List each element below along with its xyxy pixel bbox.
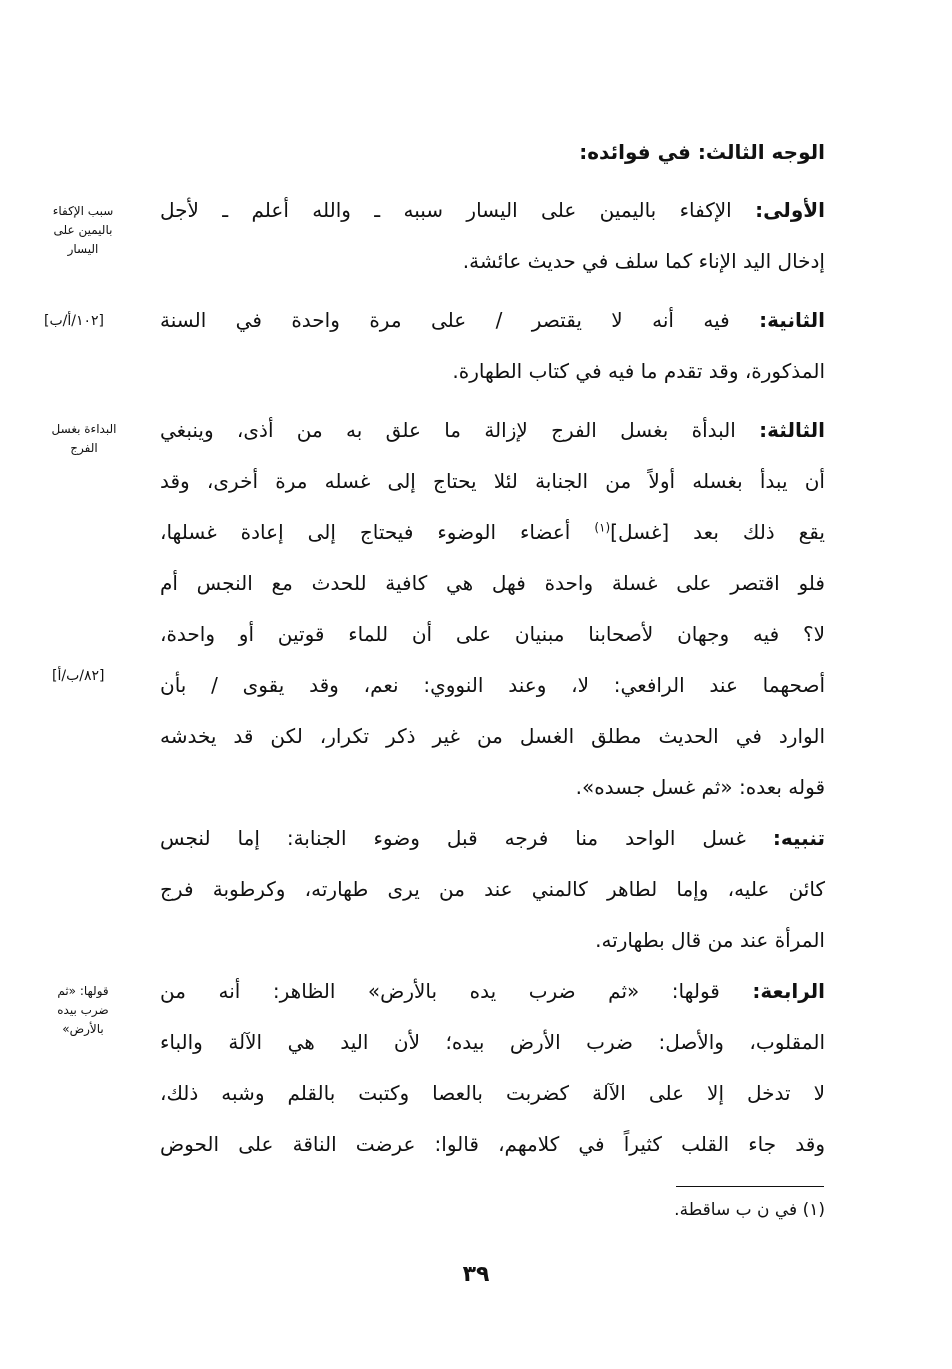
paragraph-line: فلو اقتصر على غسلة واحدة فهل هي كافية للحدث مع النجس أم bbox=[160, 571, 825, 595]
paragraph-line: المرأة عند من قال بطهارته. bbox=[595, 928, 825, 952]
paragraph-lead: الثالثة: bbox=[759, 418, 825, 442]
margin-note: قولها: «ثم ضرب بيده بالأرض» bbox=[57, 984, 109, 1036]
section-heading bbox=[160, 127, 825, 178]
paragraph-note bbox=[160, 813, 825, 966]
paragraph-line: الثالثة: البدأة بغسل الفرج لإزالة ما علق به من أذى، وينبغي bbox=[160, 418, 825, 442]
paragraph-line: الثانية: فيه أنه لا يقتصر / على مرة واحدة في السنة bbox=[160, 308, 826, 332]
margin-note: سبب الإكفاء باليمين على اليسار bbox=[52, 204, 114, 256]
paragraph-first bbox=[160, 185, 825, 287]
paragraph-lead: تنبيه: bbox=[772, 826, 826, 850]
paragraph-lead: الأولى: bbox=[755, 198, 825, 222]
paragraph-line: أصحهما عند الرافعي: لا، وعند النووي: نعم، وقد يقوى / بأن bbox=[160, 673, 825, 697]
paragraph-line: وقد جاء القلب كثيراً في كلامهم، قالوا: عرضت الناقة على الحوض bbox=[160, 1132, 825, 1156]
paragraph-line: أن يبدأ بغسله أولاً من الجنابة لئلا يحتاج إلى غسله مرة أخرى، وقد bbox=[160, 469, 825, 493]
paragraph-line: تنبيه: غسل الواحد منا فرجه قبل وضوء الجنابة: إما لنجس bbox=[160, 826, 826, 850]
paragraph-fourth bbox=[160, 966, 825, 1170]
paragraph-lead: الثانية: bbox=[759, 308, 826, 332]
page-number: ٣٩ bbox=[462, 1262, 490, 1287]
paragraph-line: إدخال اليد الإناء كما سلف في حديث عائشة. bbox=[462, 249, 825, 273]
paragraph-line: المقلوب، والأصل: ضرب الأرض بيده؛ لأن اليد هي الآلة والباء bbox=[160, 1030, 825, 1054]
paragraph-line: الأولى: الإكفاء باليمين على اليسار سببه ـ والله أعلم ـ لأجل bbox=[160, 198, 825, 222]
paragraph-third bbox=[160, 405, 825, 813]
paragraph-line: الرابعة: قولها: «ثم ضرب يده بالأرض» الظاهر: أنه من bbox=[160, 979, 825, 1003]
paragraph-line: لا تدخل إلا على الآلة كضربت بالعصا وكتبت بالقلم وشبه ذلك، bbox=[160, 1081, 825, 1105]
margin-note: البداءة بغسل الفرج bbox=[51, 422, 117, 455]
manuscript-reference: [٨٢/ب/أ] bbox=[52, 668, 105, 684]
paragraph-line: قوله بعده: «ثم غسل جسده». bbox=[575, 775, 825, 799]
paragraph-line: يقع ذلك بعد [غسل]$^{(١)}$ أعضاء الوضوء فيحتاج إلى إعادة غسلها، bbox=[160, 520, 825, 544]
paragraph-line: كائن عليه، وإما لطاهر كالمني عند من يرى طهارته، وكرطوبة فرج bbox=[160, 877, 825, 901]
paragraph-line: المذكورة، وقد تقدم ما فيه في كتاب الطهارة. bbox=[452, 359, 825, 383]
footnote-divider bbox=[676, 1186, 824, 1187]
heading-text: الوجه الثالث: في فوائده: bbox=[579, 140, 825, 164]
paragraph-second bbox=[160, 295, 825, 397]
footnote: (١) في ن ب ساقطة. bbox=[674, 1200, 825, 1220]
paragraph-line: لا؟ فيه وجهان لأصحابنا مبنيان على أن للماء قوتين أو واحدة، bbox=[160, 622, 825, 646]
manuscript-reference: [١٠٢/أ/ب] bbox=[44, 313, 104, 329]
paragraph-lead: الرابعة: bbox=[752, 979, 825, 1003]
footnote-marker: (١) bbox=[594, 520, 611, 535]
paragraph-line: الوارد في الحديث مطلق الغسل من غير ذكر تكرار، لكن قد يخدشه bbox=[160, 724, 825, 748]
